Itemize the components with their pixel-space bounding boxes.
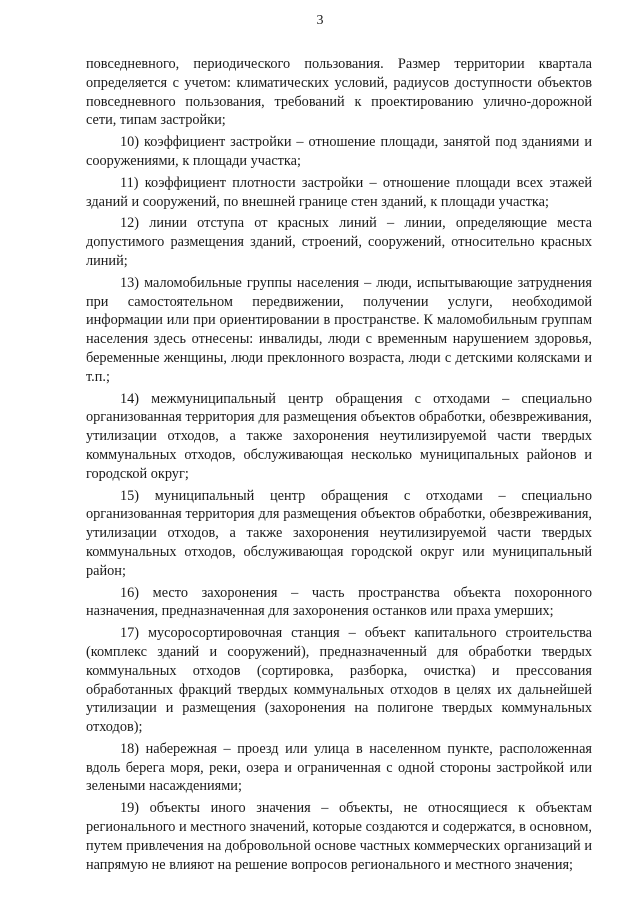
definition-item-15: 15) муниципальный центр обращения с отходами – специально организованная территория для размещения объектов обработки, обезвреживания, утилизации отходов, а также захоронения неутилизируемой части твердых коммунальных отходов, обслуживающая городской округ или муниципальный район;: [86, 487, 592, 579]
definition-item-14: 14) межмуниципальный центр обращения с отходами – специально организованная территория для размещения объектов обработки, обезвреживания, утилизации отходов, а также захоронения неутилизируемой части твердых коммунальных отходов, обслуживающая несколько муниципальных районов и городской округ;: [86, 390, 592, 482]
document-body: [86, 55, 592, 874]
definition-item-17: 17) мусоросортировочная станция – объект капитального строительства (комплекс зданий и сооружений), предназначенный для обработки твердых коммунальных отходов (сортировка, разборка, очистка) и прессования обработанных фракций твердых коммунальных отходов в целях их дальнейшей утилизации и размещения (захоронения на полигоне твердых коммунальных отходов);: [86, 625, 592, 736]
definition-item-16: 16) место захоронения – часть пространства объекта похоронного назначения, предназначенная для захоронения останков или праха умерших;: [86, 584, 592, 620]
page-number: 3: [316, 13, 324, 28]
definition-item-11: 11) коэффициент плотности застройки – отношение площади всех этажей зданий и сооружений, по внешней границе стен зданий, к площади участка;: [86, 174, 592, 210]
paragraph-continuation: повседневного, периодического пользования. Размер территории квартала определяется с учетом: климатических условий, радиусов доступности объектов повседневного пользования, требований к проектированию улично-дорожной сети, типам застройки;: [86, 56, 592, 129]
definition-item-10: 10) коэффициент застройки – отношение площади, занятой под зданиями и сооружениями, к площади участка;: [86, 134, 592, 169]
definition-item-18: 18) набережная – проезд или улица в населенном пункте, расположенная вдоль берега моря, реки, озера и ограниченная с одной стороны застройкой или зелеными насаждениями;: [86, 740, 592, 795]
definition-item-13: 13) маломобильные группы населения – люди, испытывающие затруднения при самостоятельном передвижении, получении услуги, необходимой информации или при ориентировании в пространстве. К маломобильным группам населения здесь отнесены: инвалиды, люди с временным нарушением здоровья, беременные женщины, люди преклонного возраста, люди с детскими колясками и т.п.;: [86, 274, 592, 385]
definition-item-12: 12) линии отступа от красных линий – линии, определяющие места допустимого размещения зданий, строений, сооружений, относительно красных линий;: [86, 215, 592, 269]
definition-item-19: 19) объекты иного значения – объекты, не относящиеся к объектам регионального и местного значений, которые создаются и содержатся, в основном, путем привлечения на добровольной основе частных коммерческих организаций и напрямую не влияют на решение вопросов регионального и местного значения;: [86, 800, 592, 873]
